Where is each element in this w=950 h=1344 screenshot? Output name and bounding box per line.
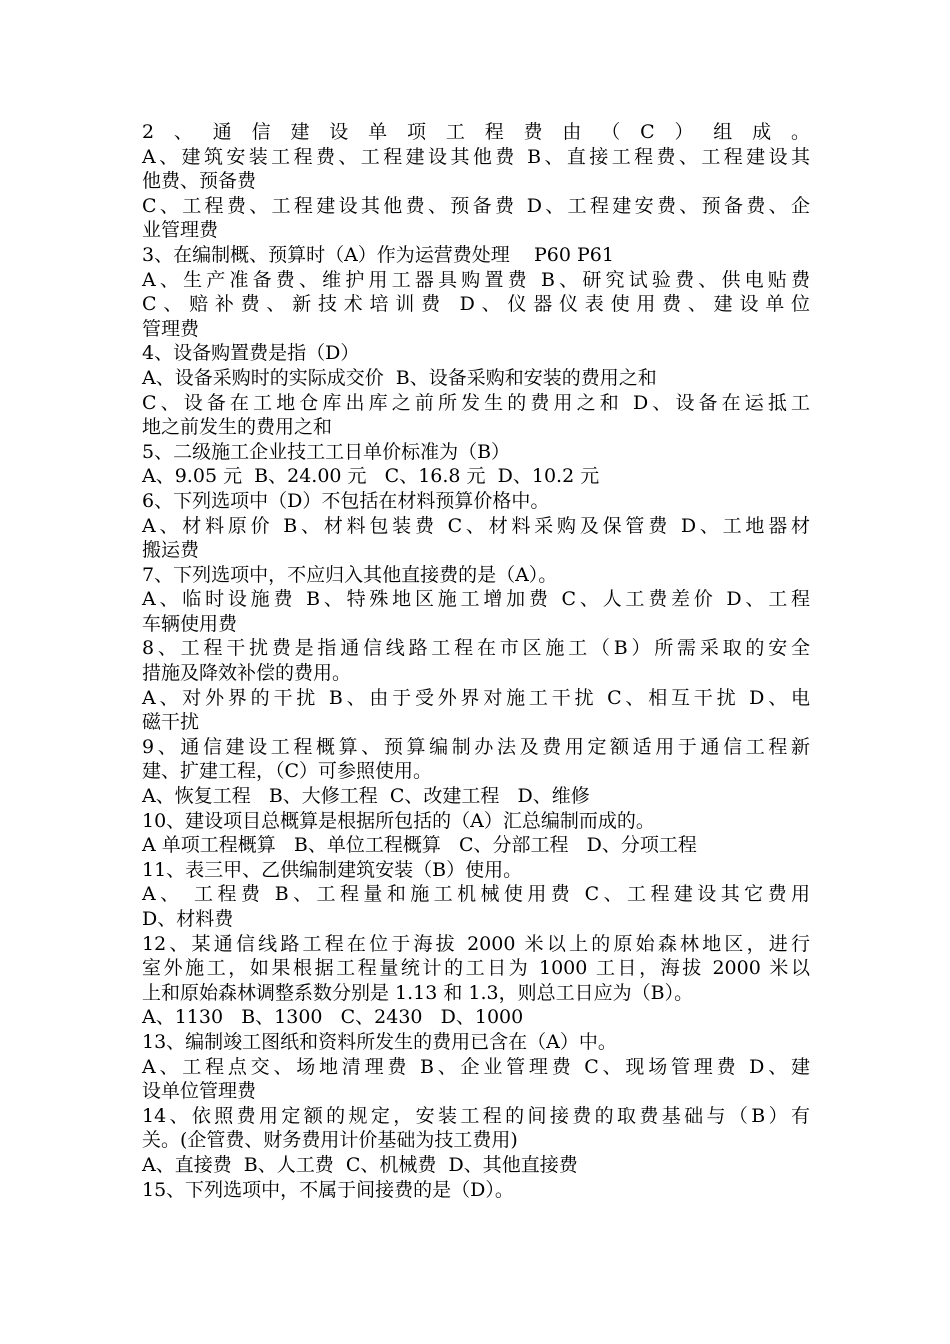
question-2-options: C、工程费、工程建设其他费、预备费 D、工程建安费、预备费、企: [142, 194, 810, 217]
question-13-options-cont: 设单位管理费: [142, 1080, 257, 1103]
question-11-options: A、 工程费 B、工程量和施工机械使用费 C、工程建设其它费用: [142, 883, 810, 906]
question-15: 15、下列选项中，不属于间接费的是（D）。: [142, 1178, 514, 1201]
question-14-options: A、直接费 B、人工费 C、机械费 D、其他直接费: [142, 1153, 578, 1176]
question-3-options-cont: 管理费: [142, 317, 200, 340]
question-14: 14、依照费用定额的规定，安装工程的间接费的取费基础与（B）有: [142, 1104, 810, 1127]
question-2-options-cont: 业管理费: [142, 219, 219, 242]
question-13-options: A、工程点交、场地清理费 B、企业管理费 C、现场管理费 D、建: [142, 1055, 810, 1078]
question-12-cont: 室外施工，如果根据工程量统计的工日为 1000 工日，海拔 2000 米以: [142, 957, 810, 980]
question-12-cont: 上和原始森林调整系数分别是 1.13 和 1.3，则总工日应为（B）。: [142, 981, 694, 1004]
question-3-options: C、赔补费、新技术培训费 D、仪器仪表使用费、建设单位: [142, 293, 810, 316]
question-9: 9、通信建设工程概算、预算编制办法及费用定额适用于通信工程新: [142, 735, 810, 758]
question-4: 4、设备购置费是指（D）: [142, 342, 360, 365]
question-12-options: A、1130 B、1300 C、2430 D、1000: [142, 1006, 524, 1029]
question-8-options-cont: 磁干扰: [142, 711, 200, 734]
question-7: 7、下列选项中，不应归入其他直接费的是（A）。: [142, 563, 558, 586]
question-4-options: C、设备在工地仓库出库之前所发生的费用之和 D、设备在运抵工: [142, 391, 810, 414]
question-8-options: A、对外界的干扰 B、由于受外界对施工干扰 C、相互干扰 D、电: [142, 686, 810, 709]
question-2: 2、通信建设单项工程费由（C）组成。: [142, 121, 810, 143]
question-7-options-cont: 车辆使用费: [142, 612, 238, 635]
question-13: 13、编制竣工图纸和资料所发生的费用已含在（A）中。: [142, 1030, 617, 1053]
question-4-options: A、设备采购时的实际成交价 B、设备采购和安装的费用之和: [142, 366, 657, 389]
question-5: 5、二级施工企业技工工日单价标准为（B）: [142, 440, 511, 463]
question-6-options-cont: 搬运费: [142, 539, 200, 562]
question-9-options: A、恢复工程 B、大修工程 C、改建工程 D、维修: [142, 785, 590, 808]
question-9-cont: 建、扩建工程，（C）可参照使用。: [142, 760, 433, 783]
question-4-options-cont: 地之前发生的费用之和: [142, 416, 333, 439]
question-6: 6、下列选项中（D）不包括在材料预算价格中。: [142, 489, 550, 512]
question-8: 8、工程干扰费是指通信线路工程在市区施工（B）所需采取的安全: [142, 637, 810, 660]
question-10: 10、建设项目总概算是根据所包括的（A）汇总编制而成的。: [142, 809, 655, 832]
question-3-options: A、生产准备费、维护用工器具购置费 B、研究试验费、供电贴费: [142, 268, 810, 291]
question-7-options: A、临时设施费 B、特殊地区施工增加费 C、人工费差价 D、工程: [142, 588, 810, 611]
question-10-options: A 单项工程概算 B、单位工程概算 C、分部工程 D、分项工程: [142, 834, 697, 857]
question-11-options-cont: D、材料费: [142, 908, 234, 930]
question-2-options: A、建筑安装工程费、工程建设其他费 B、直接工程费、工程建设其: [142, 145, 810, 168]
question-3: 3、在编制概、预算时（A）作为运营费处理 P60 P61: [142, 243, 614, 266]
question-6-options: A、材料原价 B、材料包装费 C、材料采购及保管费 D、工地器材: [142, 514, 810, 537]
question-2-options-cont: 他费、预备费: [142, 170, 257, 193]
question-14-cont: 关。(企管费、财务费用计价基础为技工费用): [142, 1129, 518, 1152]
question-8-cont: 措施及降效补偿的费用。: [142, 662, 352, 685]
question-11: 11、表三甲、乙供编制建筑安装（B）使用。: [142, 858, 523, 881]
question-12: 12、某通信线路工程在位于海拔 2000 米以上的原始森林地区，进行: [142, 932, 810, 955]
question-5-options: A、9.05 元 B、24.00 元 C、16.8 元 D、10.2 元: [142, 465, 600, 488]
document-page: [142, 120, 810, 1202]
